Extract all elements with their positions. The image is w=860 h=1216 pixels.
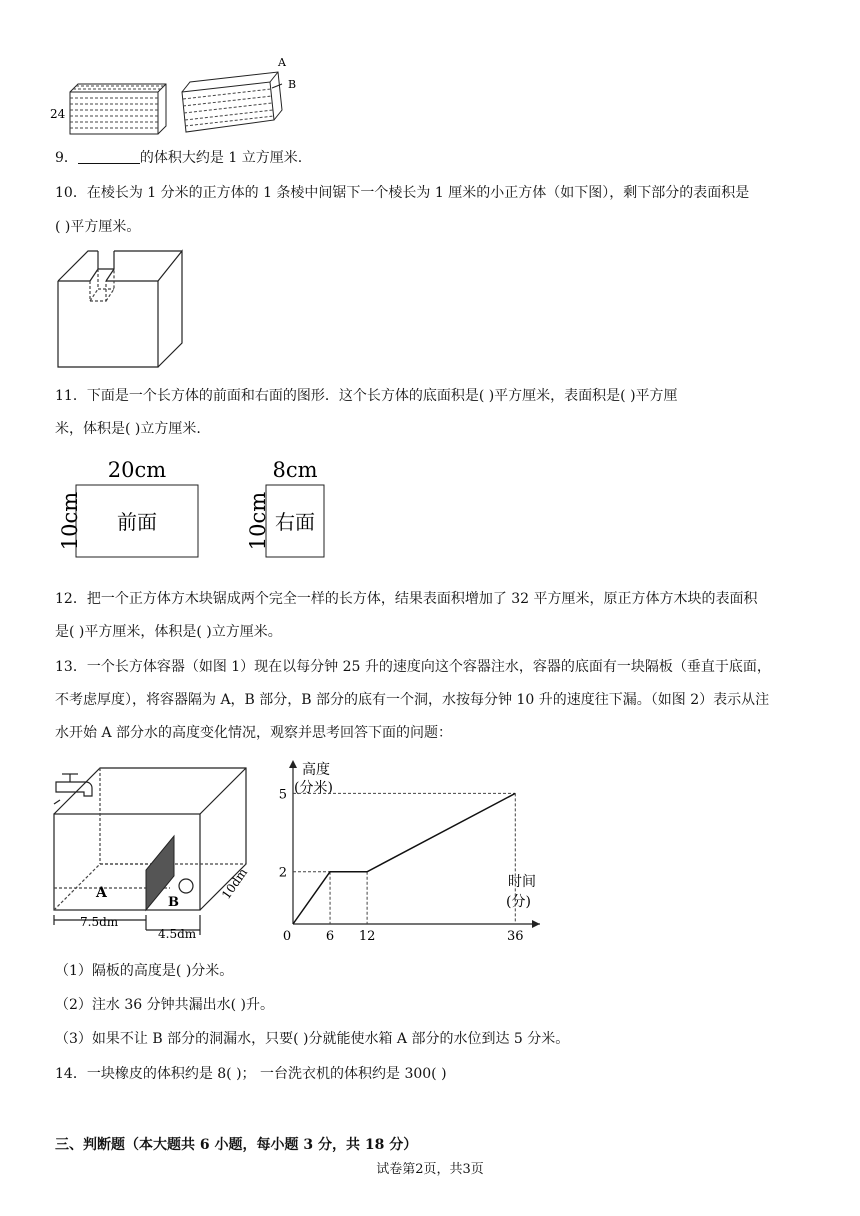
question-12-line-1: 12．把一个正方体方木块锯成两个完全一样的长方体，结果表面积增加了 32 平方厘米，原正方体方木块的表面积	[55, 591, 758, 607]
depth-label: 10dm	[218, 865, 251, 902]
top-figure	[50, 52, 310, 142]
question-13-sub-1: （1）隔板的高度是( )分米。	[55, 963, 234, 979]
question-9	[55, 148, 302, 168]
right-height-label: 10cm	[246, 491, 270, 551]
question-11-line-1: 11．下面是一个长方体的前面和右面的图形．这个长方体的底面积是( )平方厘米，表面积是( )平方厘	[55, 388, 678, 404]
height-series-line	[293, 793, 515, 924]
question-13-sub-2: （2）注水 36 分钟共漏出水( )升。	[55, 997, 274, 1013]
x-axis-arrow	[532, 920, 540, 928]
container-diagram	[50, 760, 280, 945]
front-face-label: 前面	[117, 510, 157, 534]
part-b-label: B	[168, 895, 179, 910]
figure-label-b: B	[288, 78, 297, 91]
part-a-label: A	[96, 885, 107, 901]
chart-svg	[278, 756, 558, 946]
y-tick-label: 5	[278, 787, 287, 803]
question-9-number: 9．	[55, 150, 78, 166]
y-axis-arrow	[289, 760, 297, 768]
question-10-line-1: 10．在棱长为 1 分米的正方体的 1 条棱中间锯下一个棱长为 1 厘米的小正方体（如下图），剩下部分的表面积是	[55, 185, 750, 201]
y-tick-label: 2	[278, 865, 287, 881]
answer-blank[interactable]	[78, 149, 140, 164]
front-right-faces-figure	[50, 455, 350, 565]
question-9-text: 的体积大约是 1 立方厘米.	[139, 150, 303, 166]
width-b-label: 4.5dm	[158, 927, 197, 941]
container-figure	[50, 760, 280, 945]
front-height-label: 10cm	[58, 491, 82, 551]
y-axis-label-line-2: (分米)	[294, 780, 333, 796]
x-axis-label-line-1: 时间	[508, 874, 536, 890]
water-height-chart	[278, 756, 558, 946]
section-3-heading: 三、判断题（本大题共 6 小题，每小题 3 分，共 18 分）	[55, 1137, 418, 1153]
x-axis-label-line-2: (分)	[506, 894, 531, 910]
right-face-label: 右面	[275, 510, 315, 534]
question-14: 14．一块橡皮的体积约是 8( )； 一台洗衣机的体积约是 300( )	[55, 1066, 447, 1082]
question-13-line-1: 13．一个长方体容器（如图 1）现在以每分钟 25 升的速度向这个容器注水，容器的底面有一块隔板（垂直于底面，	[55, 659, 771, 675]
right-width-label: 8cm	[272, 458, 318, 482]
cube-with-notch-figure	[50, 245, 190, 375]
figure-label-24: 24	[50, 107, 66, 121]
question-13-sub-3: （3）如果不让 B 部分的洞漏水，只要( )分就能使水箱 A 部分的水位到达 5 分米。	[55, 1031, 570, 1047]
question-12-line-2: 是( )平方厘米，体积是( )立方厘米。	[55, 624, 282, 640]
figure-label-a: A	[278, 56, 286, 69]
faces-figure	[50, 455, 350, 565]
question-10-line-2: ( )平方厘米。	[55, 219, 141, 235]
page-footer: 试卷第2页，共3页	[376, 1162, 484, 1177]
x-tick-label: 12	[358, 929, 376, 944]
y-axis-label-line-1: 高度	[302, 762, 330, 778]
width-a-label: 7.5dm	[80, 915, 119, 929]
origin-label: 0	[282, 929, 292, 944]
question-13-line-2: 不考虑厚度），将容器隔为 A，B 部分，B 部分的底有一个洞，水按每分钟 10 升的速度往下漏。（如图 2）表示从注	[55, 692, 770, 708]
question-13-line-3: 水开始 A 部分水的高度变化情况，观察并思考回答下面的问题：	[55, 725, 453, 741]
front-width-label: 20cm	[107, 458, 167, 482]
stacked-blocks-figure	[50, 52, 310, 142]
x-tick-label: 6	[325, 929, 335, 944]
x-tick-label: 36	[507, 929, 524, 944]
question-11-line-2: 米，体积是( )立方厘米.	[55, 421, 201, 437]
cube-figure	[50, 245, 190, 375]
